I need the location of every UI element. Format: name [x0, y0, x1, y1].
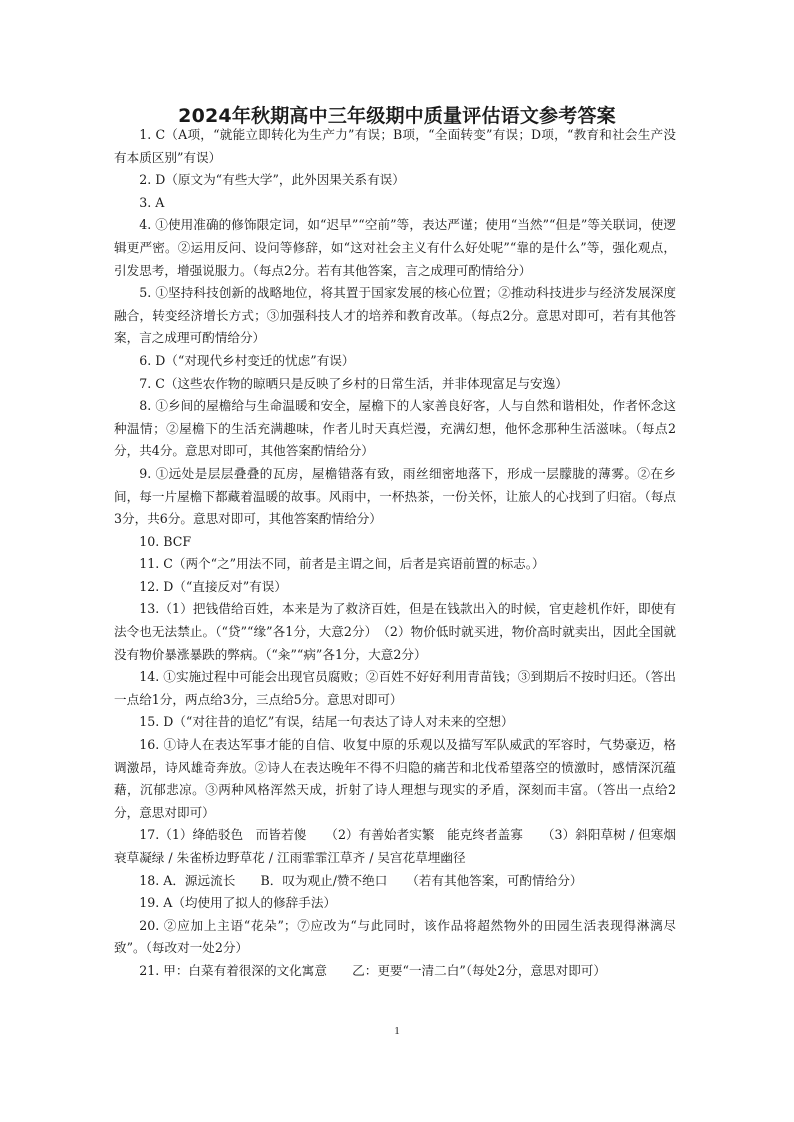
answer-6: 6. D（“对现代乡村变迁的忧虑”有误） — [139, 352, 355, 368]
answer-10: 10. BCF — [139, 533, 192, 549]
answer-18: 18. A．源远流长 B．叹为观止/赞不绝口 （若有其他答案，可酌情给分） — [139, 872, 583, 888]
answer-21: 21. 甲：白菜有着很深的文化寓意 乙：更要“一清二白”（每处2分，意思对即可） — [139, 962, 606, 978]
document-title: 2024年秋期高中三年级期中质量评估语文参考答案 — [178, 105, 616, 127]
answer-19: 19. A（均使用了拟人的修辞手法） — [139, 895, 337, 911]
answer-3: 3. A — [139, 194, 165, 210]
answer-1: 1. C（A项，“就能立即转化为生产力”有误；B项，“全面转变”有误；D项，“教育和社会生产没有本质区别”有误） — [114, 127, 676, 165]
answer-20: 20. ②应加上主语“花朵”；⑦应改为“与此同时，该作品将超然物外的田园生活表现得淋漓尽致”。（每改对一处2分） — [114, 917, 676, 956]
answer-15: 15. D（“对往昔的追忆”有误，结尾一句表达了诗人对未来的空想） — [139, 714, 514, 730]
answer-17: 17.（1）绛皓驳色 而皆若傻 （2）有善始者实繁 能克终者盖寡 （3）斜阳草树 / 但寒烟衰草凝绿 / 朱雀桥边野草花 / 江雨霏霏江草齐 / 吴宫花草埋幽径 — [114, 827, 676, 865]
answer-9: 9. ①远处是层层叠叠的瓦房，屋檐错落有致，雨丝细密地落下，形成一层朦胧的薄雾。②在乡间，每一片屋檐下都藏着温暖的故事。风雨中，一杯热茶，一份关怀，让旅人的心找到了归宿。（每点3分，共6分。意思对即可，其他答案酌情给分） — [114, 465, 676, 527]
answer-4: 4. ①使用准确的修饰限定词，如“迟早”“空前”等，表达严谨；使用“当然”“但是”等关联词，使逻辑更严密。②运用反问、设问等修辞，如“这对社会主义有什么好处呢”“靠的是什么”等，强化观点，引发思考，增强说服力。（每点2分。若有其他答案，言之成理可酌情给分） — [114, 217, 676, 278]
answer-list — [114, 124, 676, 983]
page-number: 1 — [394, 1025, 400, 1037]
answer-16: 16. ①诗人在表达军事才能的自信、收复中原的乐观以及描写军队威武的军容时，气势豪迈，格调激昂，诗风雄奇奔放。②诗人在表达晚年不得不归隐的痛苦和北伐希望落空的愤激时，感情深沉蕴藉，沉郁悲凉。③两种风格浑然天成，折射了诗人理想与现实的矛盾，深刻而丰富。（答出一点给2分，意思对即可） — [114, 737, 676, 820]
answer-13: 13.（1）把钱借给百姓，本来是为了救济百姓，但是在钱款出入的时候，官吏趁机作奸，即使有法令也无法禁止。（“贷”“缘”各1分，大意2分） （2）物价低时就买进，物价高时就卖出，因此全国就没有物价暴涨暴跌的弊病。（“籴”“病”各1分，大意2分） — [114, 601, 676, 662]
answer-8: 8. ①乡间的屋檐给与生命温暖和安全，屋檐下的人家善良好客，人与自然和谐相处，作者怀念这种温情；②屋檐下的生活充满趣味，作者儿时天真烂漫，充满幻想，他怀念那种生活滋味。（每点2分，共4分。意思对即可，其他答案酌情给分） — [114, 398, 676, 459]
answer-7: 7. C（这些农作物的晾晒只是反映了乡村的日常生活，并非体现富足与安逸） — [139, 375, 568, 391]
answer-12: 12. D（“直接反对”有误） — [139, 578, 287, 594]
answer-14: 14. ①实施过程中可能会出现官员腐败；②百姓不好好利用青苗钱；③到期后不按时归还。（答出一点给1分，两点给3分，三点给5分。意思对即可） — [114, 669, 676, 707]
answer-11: 11. C（两个“之”用法不同，前者是主谓之间，后者是宾语前置的标志。） — [139, 556, 545, 572]
answer-5: 5. ①坚持科技创新的战略地位，将其置于国家发展的核心位置；②推动科技进步与经济发展深度融合，转变经济增长方式；③加强科技人才的培养和教育改革。（每点2分。意思对即可，若有其他答案，言之成理可酌情给分） — [114, 285, 676, 346]
answer-2: 2. D（原文为“有些大学”，此外因果关系有误） — [139, 172, 405, 188]
